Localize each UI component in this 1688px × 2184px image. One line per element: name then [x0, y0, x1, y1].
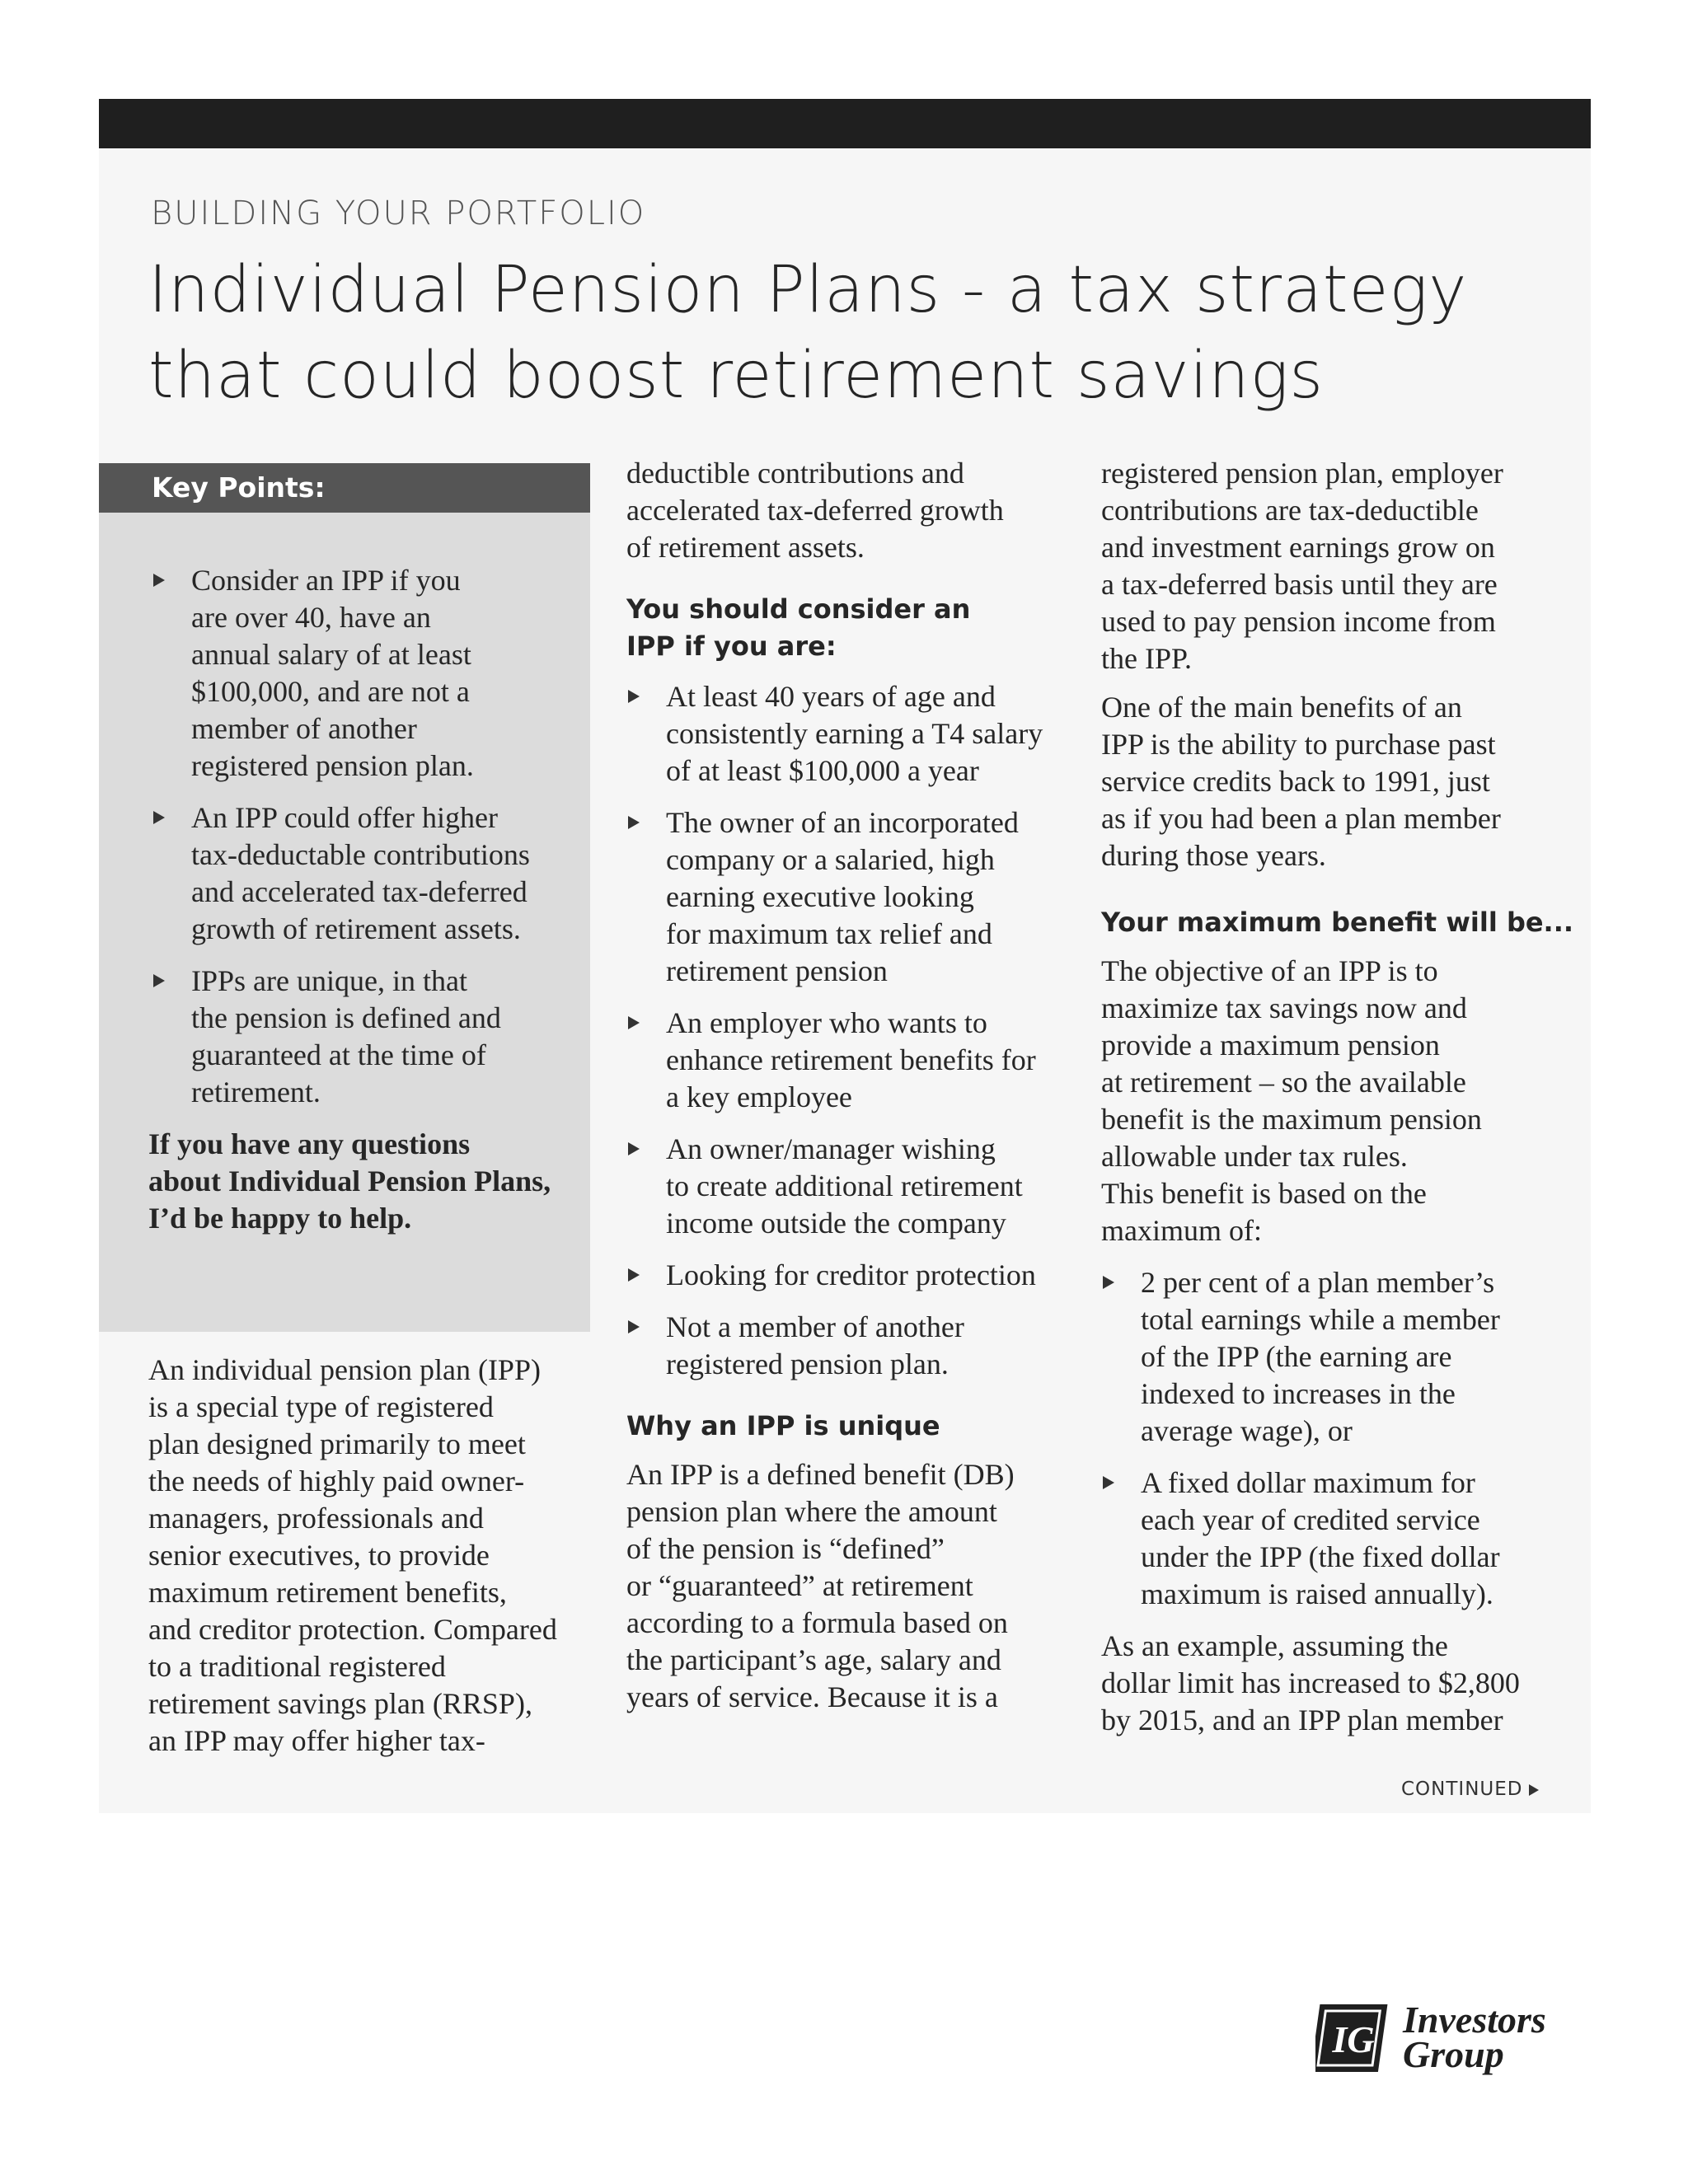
unique-paragraph: An IPP is a defined benefit (DB) pension plan where the amount of the pension is “defined” or “guaranteed” at retirement according to a formula based on the participant’s age, salary and years of service. Because it is a [626, 1458, 1015, 1713]
triangle-bullet-icon [628, 816, 640, 829]
consider-item: Not a member of another registered pension plan. [626, 1309, 1071, 1383]
triangle-bullet-icon [628, 1320, 640, 1333]
consider-item: An employer who wants to enhance retirement benefits for a key employee [626, 1005, 1071, 1116]
intro-paragraph: An individual pension plan (IPP) is a special type of registered plan designed primarily to meet the needs of highly paid owner- managers, professionals and senior executives, to provide maximum retirement benefits, and creditor protection. Compared to a traditional registered retirement savings plan (RRSP), an IPP may offer higher tax- [148, 1353, 557, 1757]
triangle-bullet-icon [628, 1268, 640, 1282]
key-points-heading: Key Points: [99, 463, 590, 513]
intro-column [148, 1352, 593, 1760]
title-line: Individual Pension Plans - a tax strategy [148, 253, 1468, 327]
right-column [1101, 455, 1574, 1739]
continued-label: CONTINUED [1401, 1779, 1539, 1800]
title-line: that could boost retirement savings [148, 339, 1325, 413]
consider-item: An owner/manager wishing to create additional retirement income outside the company [626, 1131, 1071, 1242]
consider-item: Looking for creditor protection [626, 1257, 1071, 1294]
triangle-bullet-icon [1103, 1476, 1114, 1489]
unique-continued: registered pension plan, employer contributions are tax-deductible and investment earnings grow on a tax-deferred basis until they are used to pay pension income from the IPP. [1101, 457, 1503, 675]
unique-heading: Why an IPP is unique [626, 1410, 940, 1441]
objective-paragraph: The objective of an IPP is to maximize tax savings now and provide a maximum pension at retirement – so the available benefit is the maximum pension allowable under tax rules. This benefit is based on the maximum of: [1101, 954, 1482, 1247]
triangle-bullet-icon [628, 690, 640, 703]
max-benefit-item: A fixed dollar maximum for each year of credited service under the IPP (the fixed dollar maximum is raised annually). [1101, 1465, 1563, 1613]
continued-arrow-icon [1529, 1784, 1539, 1796]
triangle-bullet-icon [628, 1016, 640, 1029]
intro-continued: deductible contributions and accelerated tax-deferred growth of retirement assets. [626, 457, 1004, 564]
consider-item: At least 40 years of age and consistently earning a T4 salary of at least $100,000 a year [626, 678, 1071, 790]
ig-logo-icon [1315, 2001, 1390, 2075]
logo-mark-text: IG [1332, 2018, 1375, 2060]
key-point-item: IPPs are unique, in that the pension is defined and guaranteed at the time of retirement. [152, 963, 570, 1111]
consider-item: The owner of an incorporated company or a salaried, high earning executive looking for maximum tax relief and retirement pension [626, 804, 1071, 990]
triangle-bullet-icon [153, 574, 165, 587]
benefits-paragraph: One of the main benefits of an IPP is the ability to purchase past service credits back to 1991, just as if you had been a plan member during those years. [1101, 691, 1501, 872]
triangle-bullet-icon [153, 974, 165, 987]
page-title [148, 247, 1566, 419]
triangle-bullet-icon [628, 1142, 640, 1155]
investors-group-logo [1315, 2001, 1579, 2083]
example-paragraph: As an example, assuming the dollar limit has increased to $2,800 by 2015, and an IPP plan member [1101, 1629, 1520, 1736]
logo-wordmark: Investors Group [1403, 1999, 1546, 2075]
top-bar [99, 99, 1591, 148]
middle-column [626, 455, 1071, 1716]
key-points-box [99, 513, 590, 1332]
consider-heading: You should consider an IPP if you are: [626, 593, 971, 662]
key-point-item: An IPP could offer higher tax-deductable contributions and accelerated tax-deferred growth of retirement assets. [152, 799, 570, 948]
key-points-closing: If you have any questions about Individual Pension Plans, I’d be happy to help. [148, 1127, 551, 1235]
max-benefit-item: 2 per cent of a plan member’s total earnings while a member of the IPP (the earning are indexed to increases in the average wage), or [1101, 1264, 1563, 1450]
section-kicker: BUILDING YOUR PORTFOLIO [151, 194, 646, 232]
triangle-bullet-icon [1103, 1276, 1114, 1289]
max-benefit-heading: Your maximum benefit will be... [1101, 907, 1574, 938]
key-point-item: Consider an IPP if you are over 40, have an annual salary of at least $100,000, and are not a member of another registered pension plan. [152, 562, 570, 785]
triangle-bullet-icon [153, 811, 165, 824]
